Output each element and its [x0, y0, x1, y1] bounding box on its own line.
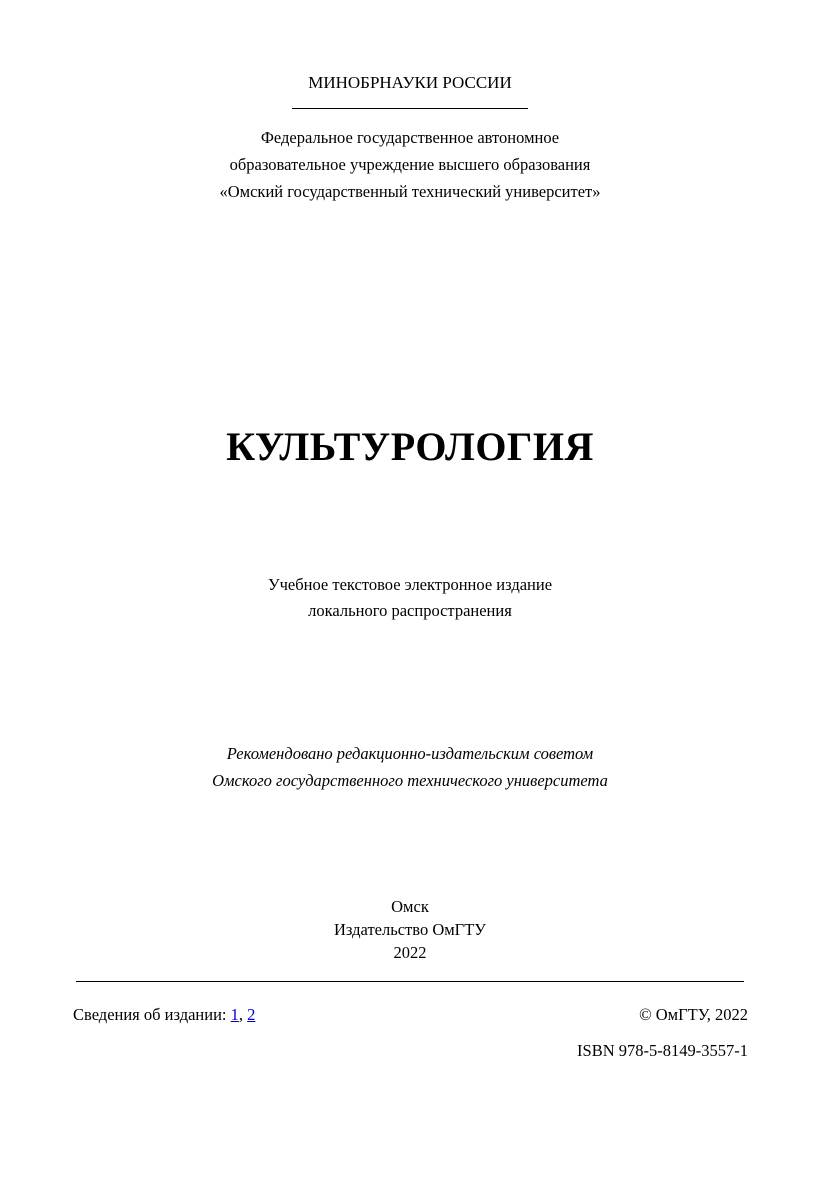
document-title: КУЛЬТУРОЛОГИЯ	[226, 424, 594, 469]
edition-info-link-2[interactable]: 2	[247, 1005, 256, 1024]
recommendation-note	[0, 740, 820, 794]
imprint-publisher: Издательство ОмГТУ	[334, 920, 486, 939]
footer-divider	[76, 981, 744, 982]
ministry-underline	[292, 108, 528, 109]
edition-info	[73, 1004, 255, 1026]
imprint-year: 2022	[393, 943, 427, 962]
isbn: ISBN 978-5-8149-3557-1	[577, 1041, 748, 1060]
edition-type	[0, 572, 820, 624]
imprint-city: Омск	[391, 897, 429, 916]
ministry-name: МИНОБРНАУКИ РОССИИ	[308, 73, 512, 92]
edition-type-line: Учебное текстовое электронное издание	[267, 575, 553, 594]
institution-name	[0, 124, 820, 205]
institution-line: «Омский государственный технический университет»	[219, 182, 601, 201]
institution-line: Федеральное государственное автономное	[260, 128, 560, 147]
institution-line: образовательное учреждение высшего образования	[229, 155, 591, 174]
edition-info-label: Сведения об издании:	[73, 1005, 227, 1024]
recommendation-line: Омского государственного технического университета	[212, 771, 608, 790]
imprint	[0, 895, 820, 964]
edition-info-link-1[interactable]: 1	[230, 1005, 239, 1024]
edition-info-separator: ,	[238, 1005, 244, 1024]
edition-type-line: локального распространения	[308, 601, 512, 620]
recommendation-line: Рекомендовано редакционно-издательским советом	[226, 744, 594, 763]
copyright-notice: © ОмГТУ, 2022	[639, 1005, 748, 1024]
